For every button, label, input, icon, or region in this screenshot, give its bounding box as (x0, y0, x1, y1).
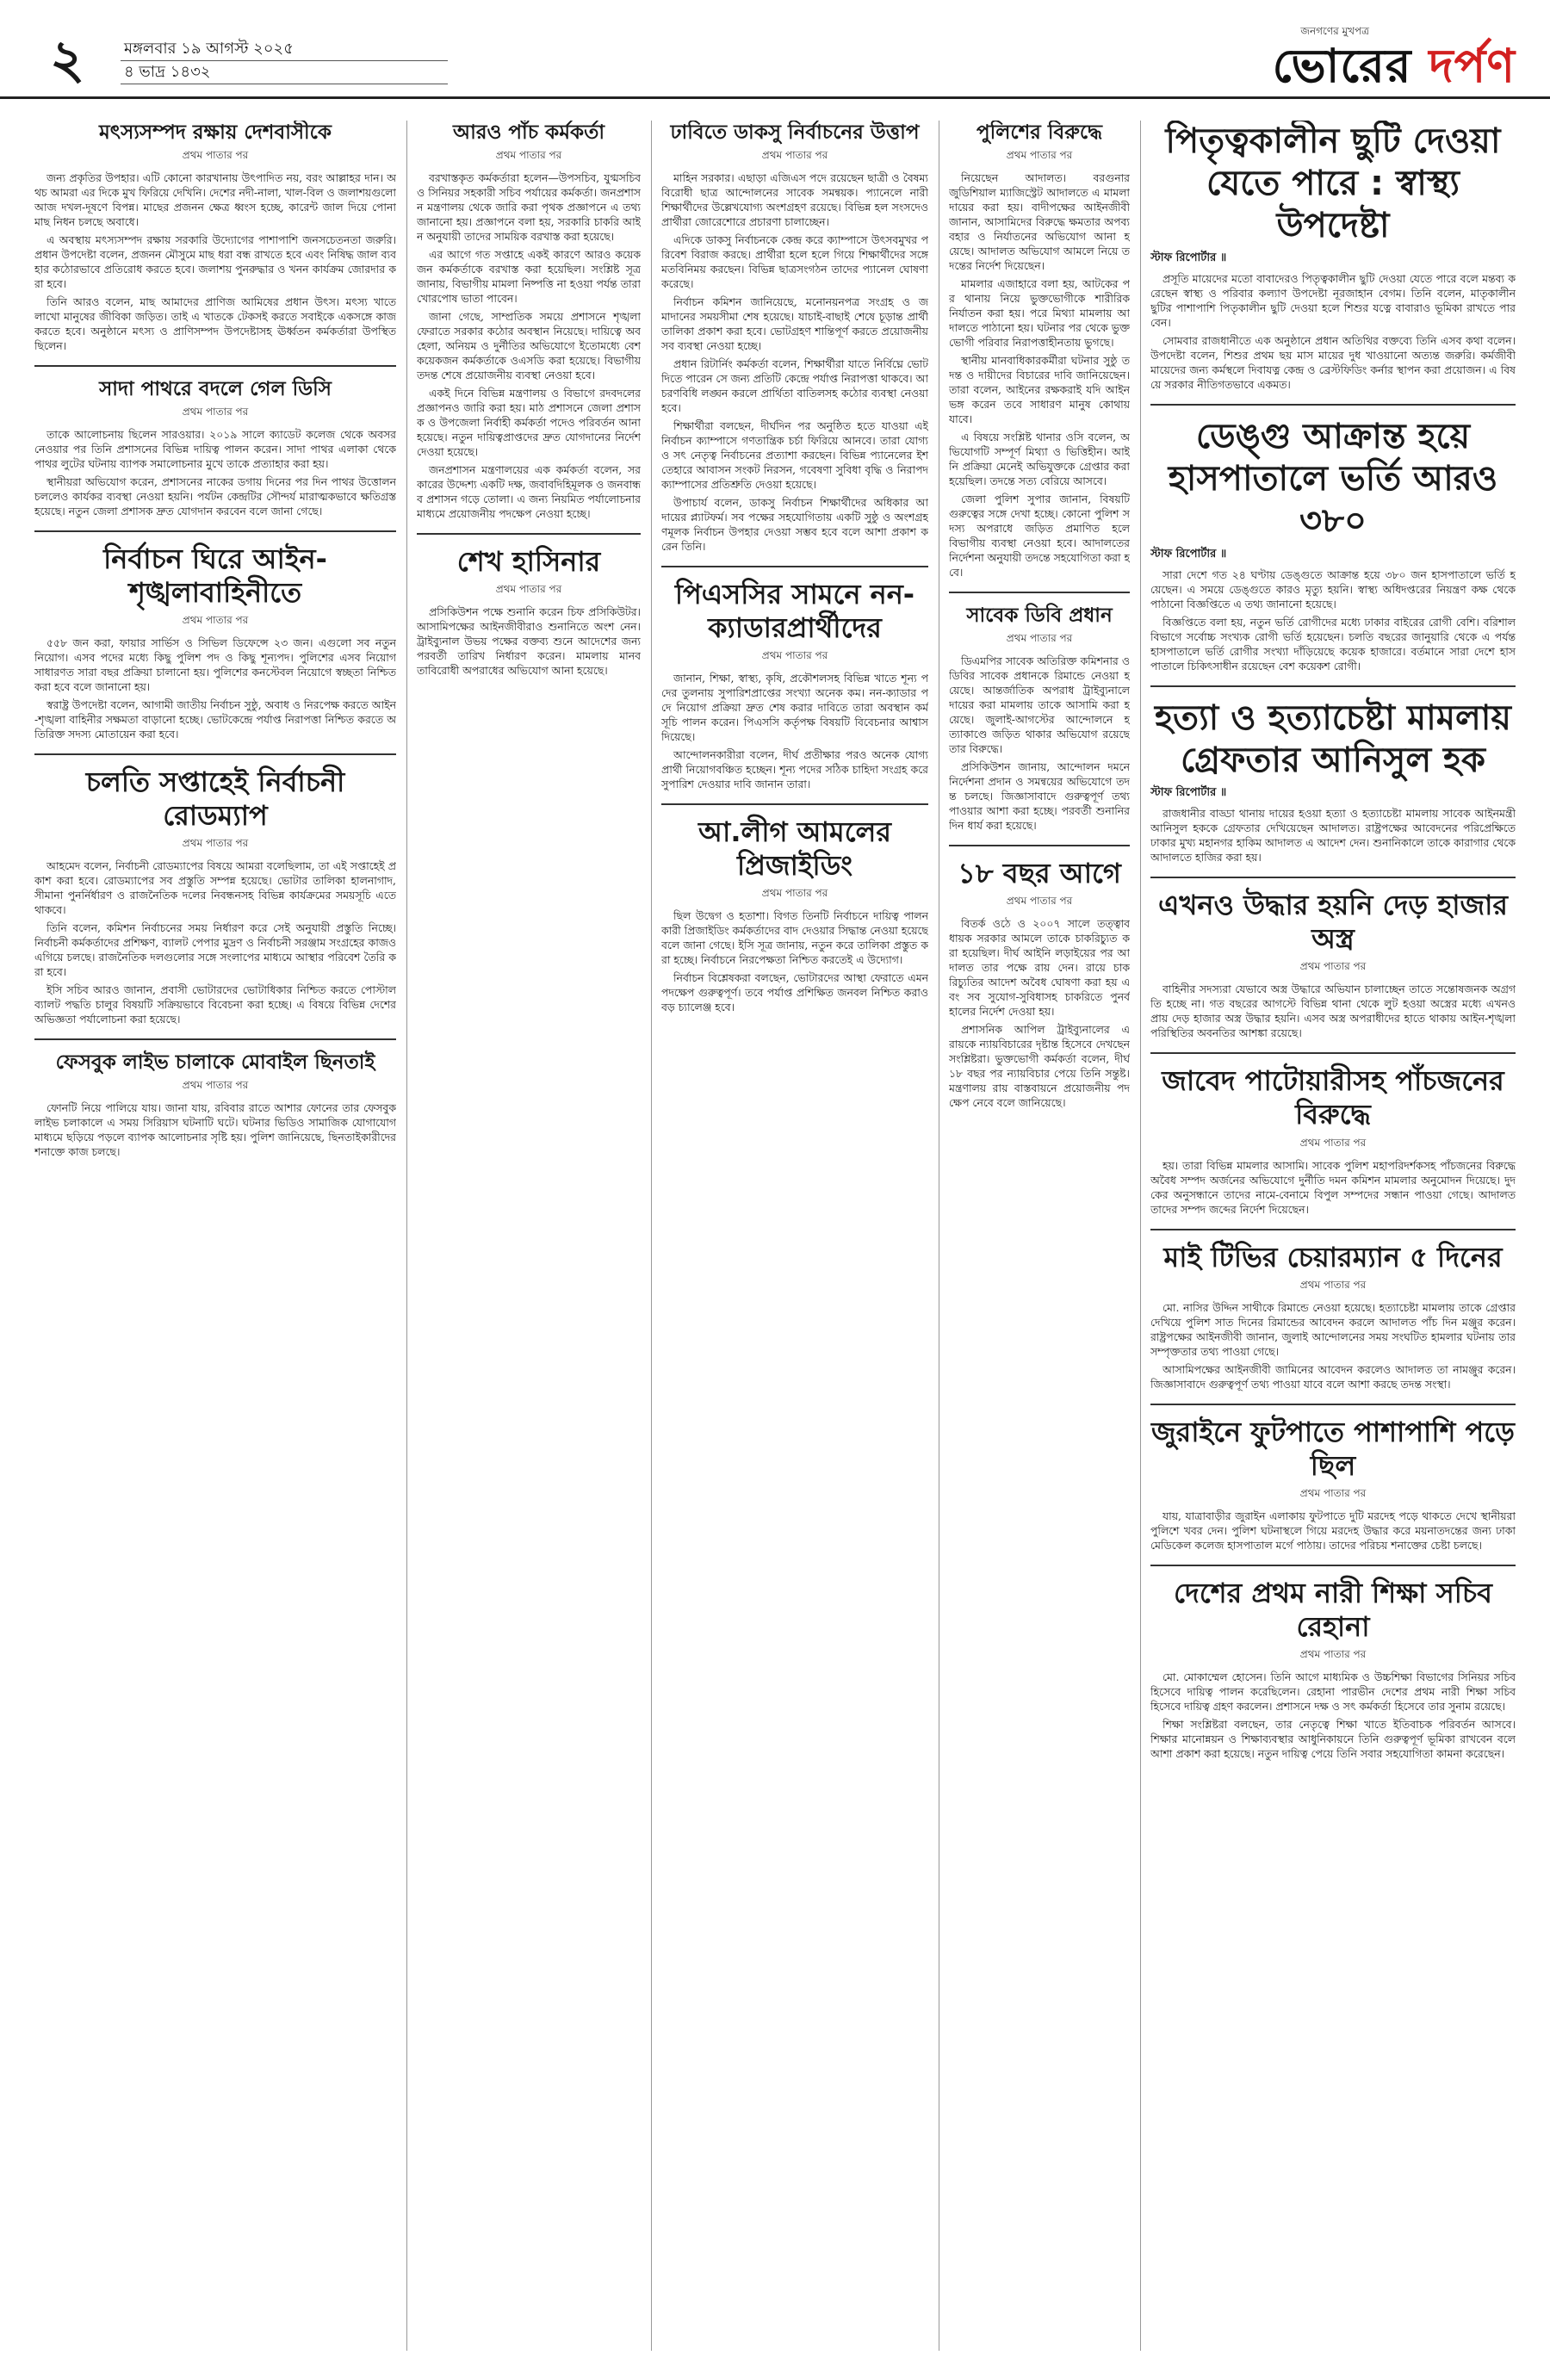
article-separator (1150, 404, 1516, 406)
article-body (949, 654, 1130, 833)
news-article (417, 121, 641, 521)
news-article (949, 857, 1130, 1110)
article-paragraph: তাকে আলোচনায় ছিলেন সারওয়ার। ২০১৯ সালে ক্যাডেট কলেজ থেকে অবসর নেওয়ার পর তিনি প্রশাসনের বিভিন্ন দায়িত্ব পালন করেন। সাদা পাথর এলাকা থেকে পাথর লুটের ঘটনায় ব্যাপক সমালোচনার মুখে তাকে প্রত্যাহার করা হয়। (34, 428, 396, 471)
news-article (34, 377, 396, 518)
article-paragraph: ফোনটি নিয়ে পালিয়ে যায়। জানা যায়, রবিবার রাতে আশার ফোনের তার ফেসবুক লাইভ চলাকালে এ সময় সিরিয়াস ঘটনাটি ঘটে। ঘটনার ভিডিও সামাজিক যোগাযোগমাধ্যমে ছড়িয়ে পড়লে ব্যাপক আলোচনার সৃষ্টি হয়। পুলিশ জানিয়েছে, ছিনতাইকারীদের শনাক্তে কাজ চলছে। (34, 1101, 396, 1159)
news-article (417, 545, 641, 678)
date-block (121, 38, 448, 84)
article-paragraph: জেলা পুলিশ সুপার জানান, বিষয়টি গুরুত্বের সঙ্গে দেখা হচ্ছে। কোনো পুলিশ সদস্য অপরাধে জড়িত প্রমাণিত হলে বিভাগীয় ব্যবস্থা নেওয়া হবে। আদালতের নির্দেশনা অনুযায়ী তদন্তে সহযোগিতা করা হবে। (949, 493, 1130, 580)
column-4 (949, 121, 1130, 2351)
continued-from-label: প্রথম পাতার পর (182, 837, 249, 850)
article-paragraph: মো. মোকাম্মেল হোসেন। তিনি আগে মাধ্যমিক ও উচ্চশিক্ষা বিভাগের সিনিয়র সচিব হিসেবে দায়িত্ব পালন করেছিলেন। রেহানা পারভীন দেশের প্রথম নারী শিক্ষা সচিব হিসেবে দায়িত্ব গ্রহণ করলেন। প্রশাসনে দক্ষ ও সৎ কর্মকর্তা হিসেবে তার সুনাম রয়েছে। (1150, 1670, 1516, 1713)
article-paragraph: জনপ্রশাসন মন্ত্রণালয়ের এক কর্মকর্তা বলেন, সরকারের উদ্দেশ্য একটি দক্ষ, জবাবদিহিমূলক ও জনবান্ধব প্রশাসন গড়ে তোলা। এ জন্য নিয়মিত পর্যালোচনার মাধ্যমে প্রয়োজনীয় পদক্ষেপ নেওয়া হচ্ছে। (417, 463, 641, 521)
article-paragraph: আসামিপক্ষের আইনজীবী জামিনের আবেদন করলেও আদালত তা নামঞ্জুর করেন। জিজ্ঞাসাবাদে গুরুত্বপূর্ণ তথ্য পাওয়া যাবে বলে আশা করছে তদন্ত সংস্থা। (1150, 1362, 1516, 1391)
news-article (34, 542, 396, 741)
date-english: মঙ্গলবার ১৯ আগস্ট ২০২৫ (121, 38, 448, 61)
continued-from-label: প্রথম পাতার পর (761, 887, 828, 900)
news-article (1150, 1241, 1516, 1391)
column-3 (661, 121, 928, 2351)
article-headline[interactable]: জুরাইনে ফুটপাতে পাশাপাশি পড়ে ছিল (1151, 1415, 1515, 1482)
article-headline[interactable]: চলতি সপ্তাহেই নির্বাচনী রোডম্যাপ (85, 765, 345, 833)
article-paragraph: নিয়েছেন আদালত। বরগুনার জুডিশিয়াল ম্যাজিস্ট্রেট আদালতে এ মামলা দায়ের করা হয়। বাদীপক্ষের আইনজীবী জানান, আসামিদের বিরুদ্ধে ক্ষমতার অপব্যবহার ও নির্যাতনের অভিযোগ আনা হয়েছে। আদালত অভিযোগ আমলে নিয়ে তদন্তের নির্দেশ দিয়েছেন। (949, 171, 1130, 273)
article-paragraph: তিনি আরও বলেন, মাছ আমাদের প্রাণিজ আমিষের প্রধান উৎস। মৎস্য খাতে লাখো মানুষের জীবিকা জড়িত। তাই এ খাতকে টেকসই করতে সবাইকে একসঙ্গে কাজ করতে হবে। অনুষ্ঠানে মৎস্য ও প্রাণিসম্পদ উপদেষ্টাসহ ঊর্ধ্বতন কর্মকর্তারা উপস্থিত ছিলেন। (34, 295, 396, 353)
article-headline[interactable]: ডেঙ্গু আক্রান্ত হয়ে হাসপাতালে ভর্তি আরও ৩৮০ (1168, 417, 1498, 541)
article-paragraph: একই দিনে বিভিন্ন মন্ত্রণালয় ও বিভাগে রদবদলের প্রজ্ঞাপনও জারি করা হয়। মাঠ প্রশাসনে জেলা প্রশাসক ও উপজেলা নির্বাহী কর্মকর্তা পদেও পরিবর্তন আনা হয়েছে। নতুন দায়িত্বপ্রাপ্তদের দ্রুত যোগদানের নির্দেশ দেওয়া হয়েছে। (417, 387, 641, 459)
article-headline[interactable]: মাই টিভির চেয়ারম্যান ৫ দিনের (1163, 1240, 1503, 1274)
article-byline: স্টাফ রিপোর্টার ॥ (1150, 786, 1227, 800)
article-body (1150, 567, 1516, 673)
article-body (1150, 806, 1516, 865)
news-article (1150, 1577, 1516, 1761)
article-byline: স্টাফ রিপোর্টার ॥ (1150, 251, 1227, 265)
article-body (949, 916, 1130, 1110)
continued-from-label: প্রথম পাতার পর (1299, 1278, 1367, 1291)
article-body (34, 635, 396, 741)
continued-from-label: প্রথম পাতার পর (761, 149, 828, 162)
article-paragraph: এ বিষয়ে সংশ্লিষ্ট থানার ওসি বলেন, অভিযোগটি সম্পূর্ণ মিথ্যা ও ভিত্তিহীন। আইনি প্রক্রিয়া মেনেই অভিযুক্তকে গ্রেপ্তার করা হয়েছিল। তদন্তে সত্য বেরিয়ে আসবে। (949, 431, 1130, 488)
news-article (661, 121, 928, 554)
article-paragraph: নির্বাচন বিশ্লেষকরা বলছেন, ভোটারদের আস্থা ফেরাতে এমন পদক্ষেপ গুরুত্বপূর্ণ। তবে পর্যাপ্ত প্রশিক্ষিত জনবল নিশ্চিত করাও বড় চ্যালেঞ্জ হবে। (661, 971, 928, 1014)
article-separator (661, 803, 928, 805)
article-body (34, 170, 396, 353)
article-body (661, 908, 928, 1014)
article-paragraph: শিক্ষা সংশ্লিষ্টরা বলছেন, তার নেতৃত্বে শিক্ষা খাতে ইতিবাচক পরিবর্তন আসবে। শিক্ষার মানোন্নয়ন ও শিক্ষাব্যবস্থার আধুনিকায়নে তিনি গুরুত্বপূর্ণ ভূমিকা রাখবেন বলে আশা প্রকাশ করা হয়েছে। নতুন দায়িত্ব পেয়ে তিনি সবার সহযোগিতা কামনা করেছেন। (1150, 1717, 1516, 1760)
article-headline[interactable]: হত্যা ও হত্যাচেষ্টা মামলায় গ্রেফতার আনিসুল হক (1155, 697, 1511, 780)
article-paragraph: এ অবস্থায় মৎস্যসম্পদ রক্ষায় সরকারি উদ্যোগের পাশাপাশি জনসচেতনতা জরুরি। প্রধান উপদেষ্টা বলেন, প্রজনন মৌসুমে মাছ ধরা বন্ধ রাখতে হবে এবং নিষিদ্ধ জাল ব্যবহার কঠোরভাবে প্রতিরোধ করতে হবে। জলাশয় পুনরুদ্ধার ও খনন কার্যক্রম জোরদার করা হবে। (34, 233, 396, 291)
article-body (1150, 982, 1516, 1040)
news-article (34, 1051, 396, 1159)
article-separator (1150, 1565, 1516, 1566)
article-paragraph: বিজ্ঞপ্তিতে বলা হয়, নতুন ভর্তি রোগীদের মধ্যে ঢাকার বাইরের রোগী বেশি। বরিশাল বিভাগে সর্বোচ্চ সংখ্যক রোগী ভর্তি হয়েছেন। চলতি বছরের জানুয়ারি থেকে এ পর্যন্ত হাসপাতালে ভর্তি রোগীর সংখ্যা দাঁড়িয়েছে কয়েক হাজারে। বর্তমানে সারা দেশে হাসপাতালে চিকিৎসাধীন রয়েছেন বেশ কয়েকশ রোগী। (1150, 615, 1516, 672)
continued-from-label: প্রথম পাতার পর (761, 649, 828, 662)
masthead (0, 0, 1550, 99)
news-article (949, 604, 1130, 833)
article-paragraph: জন্য প্রকৃতির উপহার। এটি কোনো কারখানায় উৎপাদিত নয়, বরং আল্লাহর দান। অথচ আমরা এর দিকে মুখ ফিরিয়ে দেখিনি। দেশের নদী-নালা, খাল-বিল ও জলাশয়গুলো আজ দখল-দূষণে বিপন্ন। মাছের প্রজনন ক্ষেত্র ধ্বংস হচ্ছে, কারেন্ট জাল দিয়ে পোনা মাছ নিধন চলছে অবাধে। (34, 171, 396, 229)
article-separator (1150, 1404, 1516, 1405)
article-headline[interactable]: দেশের প্রথম নারী শিক্ষা সচিব রেহানা (1174, 1576, 1492, 1643)
article-headline[interactable]: পুলিশের বিরুদ্ধে (976, 121, 1102, 144)
article-separator (34, 365, 396, 367)
article-separator (417, 533, 641, 535)
article-separator (1150, 1052, 1516, 1054)
column-divider (406, 121, 407, 2351)
article-headline[interactable]: সাবেক ডিবি প্রধান (966, 604, 1113, 628)
article-separator (34, 753, 396, 755)
article-body (417, 604, 641, 678)
news-article (34, 121, 396, 353)
article-paragraph: হয়। তারা বিভিন্ন মামলার আসামি। সাবেক পুলিশ মহাপরিদর্শকসহ পাঁচজনের বিরুদ্ধে অবৈধ সম্পদ অর্জনের অভিযোগে দুর্নীতি দমন কমিশন মামলার অনুমোদন দিয়েছে। দুদকের অনুসন্ধানে তাদের নামে-বেনামে বিপুল সম্পদের সন্ধান পাওয়া গেছে। আদালত তাদের সম্পদ জব্দের নির্দেশ দিয়েছেন। (1150, 1158, 1516, 1216)
continued-from-label: প্রথম পাতার পর (1006, 149, 1073, 162)
continued-from-label: প্রথম পাতার পর (182, 614, 249, 627)
article-body (1150, 1158, 1516, 1217)
news-article (1150, 416, 1516, 672)
article-separator (1150, 1229, 1516, 1230)
article-body (949, 170, 1130, 580)
continued-from-label: প্রথম পাতার পর (1006, 632, 1073, 645)
article-body (1150, 1509, 1516, 1553)
article-body (1150, 271, 1516, 392)
article-paragraph: নির্বাচন কমিশন জানিয়েছে, মনোনয়নপত্র সংগ্রহ ও জমাদানের সময়সীমা শেষ হয়েছে। যাচাই-বাছাই শেষে চূড়ান্ত প্রার্থী তালিকা প্রকাশ করা হবে। ভোটগ্রহণ শান্তিপূর্ণ করতে প্রয়োজনীয় সব ব্যবস্থা নেওয়া হচ্ছে। (661, 295, 928, 353)
article-separator (1150, 685, 1516, 687)
article-paragraph: বাহিনীর সদস্যরা যেভাবে অস্ত্র উদ্ধারে অভিযান চালাচ্ছেন তাতে সন্তোষজনক অগ্রগতি হচ্ছে না। গত বছরের আগস্টে বিভিন্ন থানা থেকে লুট হওয়া অস্ত্রের মধ্যে এখনও প্রায় দেড় হাজার অস্ত্র উদ্ধার হয়নি। এসব অস্ত্র অপরাধীদের হাতে থাকায় আইন-শৃঙ্খলা পরিস্থিতির অবনতির আশঙ্কা রয়েছে। (1150, 982, 1516, 1040)
page-number: ২ (50, 28, 85, 90)
logo-tagline: জনগণের মুখপত্র (1300, 25, 1369, 37)
article-body (417, 170, 641, 521)
logo-wordmark (1162, 41, 1516, 91)
article-paragraph: বিতর্ক ওঠে ও ২০০৭ সালে তত্ত্বাবধায়ক সরকার আমলে তাকে চাকরিচ্যুত করা হয়েছিল। দীর্ঘ আইনি লড়াইয়ের পর আদালত তার পক্ষে রায় দেন। রায়ে চাকরিচ্যুতির আদেশ অবৈধ ঘোষণা করা হয় এবং সব সুযোগ-সুবিধাসহ চাকরিতে পুনর্বহালের নির্দেশ দেওয়া হয়। (949, 917, 1130, 1019)
newspaper-logo (1162, 24, 1516, 91)
column-1 (34, 121, 396, 2351)
article-paragraph: আহমেদ বলেন, নির্বাচনী রোডম্যাপের বিষয়ে আমরা বলেছিলাম, তা এই সপ্তাহেই প্রকাশ করা হবে। রোডম্যাপের সব প্রস্তুতি সম্পন্ন হয়েছে। ভোটার তালিকা হালনাগাদ, সীমানা পুনর্নির্ধারণ ও রাজনৈতিক দলের নিবন্ধনসহ বিভিন্ন কার্যক্রমের সময়সূচি এতে থাকবে। (34, 859, 396, 917)
news-article (34, 765, 396, 1026)
article-paragraph: যায়, যাত্রাবাড়ীর জুরাইন এলাকায় ফুটপাতে দুটি মরদেহ পড়ে থাকতে দেখে স্থানীয়রা পুলিশে খবর দেন। পুলিশ ঘটনাস্থলে গিয়ে মরদেহ উদ্ধার করে ময়নাতদন্তের জন্য ঢাকা মেডিকেল কলেজ হাসপাতাল মর্গে পাঠায়। তাদের পরিচয় শনাক্তের চেষ্টা চলছে। (1150, 1509, 1516, 1552)
article-headline[interactable]: আ.লীগ আমলের প্রিজাইডিং (698, 815, 891, 883)
article-paragraph: স্বরাষ্ট্র উপদেষ্টা বলেন, আগামী জাতীয় নির্বাচন সুষ্ঠু, অবাধ ও নিরপেক্ষ করতে আইন-শৃঙ্খলা বাহিনীর সক্ষমতা বাড়ানো হচ্ছে। ভোটকেন্দ্রে পর্যাপ্ত নিরাপত্তা নিশ্চিত করতে অতিরিক্ত সদস্য মোতায়েন করা হবে। (34, 698, 396, 741)
column-divider (1140, 121, 1141, 2351)
column-2 (417, 121, 641, 2351)
article-paragraph: সারা দেশে গত ২৪ ঘণ্টায় ডেঙ্গুতে আক্রান্ত হয়ে ৩৮০ জন হাসপাতালে ভর্তি হয়েছেন। এ সময়ে ডেঙ্গুতে কারও মৃত্যু হয়নি। স্বাস্থ্য অধিদপ্তরের নিয়ন্ত্রণ কক্ষ থেকে পাঠানো বিজ্ঞপ্তিতে এ তথ্য জানানো হয়েছে। (1150, 567, 1516, 610)
news-article (1150, 1064, 1516, 1216)
article-separator (34, 530, 396, 532)
article-paragraph: সোমবার রাজধানীতে এক অনুষ্ঠানে প্রধান অতিথির বক্তব্যে তিনি এসব কথা বলেন। উপদেষ্টা বলেন, শিশুর প্রথম ছয় মাস মায়ের দুধ খাওয়ানো অত্যন্ত জরুরি। কর্মজীবী মায়েদের জন্য কর্মস্থলে দিবাযত্ন কেন্দ্র ও ব্রেস্টফিডিং কর্নার স্থাপন করা প্রয়োজন। এ বিষয়ে সরকার নীতিগতভাবে একমত। (1150, 334, 1516, 392)
article-paragraph: ৫৫৮ জন করা, ফায়ার সার্ভিস ও সিভিল ডিফেন্সে ২৩ জন। এগুলো সব নতুন নিয়োগ। এসব পদের মধ্যে কিছু পুলিশ পদ ও কিছু শূন্যপদ। পুলিশের এসব নিয়োগ সাধারণত সারা বছর প্রক্রিয়া চালানো হয়। পুলিশের কনস্টেবল নিয়োগে স্বচ্ছতা নিশ্চিত করা হবে বলে জানানো হয়। (34, 636, 396, 694)
column-divider (651, 121, 652, 2351)
article-paragraph: জানা গেছে, সাম্প্রতিক সময়ে প্রশাসনে শৃঙ্খলা ফেরাতে সরকার কঠোর অবস্থান নিয়েছে। দায়িত্বে অবহেলা, অনিয়ম ও দুর্নীতির অভিযোগে ইতোমধ্যে বেশ কয়েকজন কর্মকর্তাকে ওএসডি করা হয়েছে। বিভাগীয় তদন্ত শেষে প্রয়োজনীয় ব্যবস্থা নেওয়া হবে। (417, 310, 641, 382)
article-paragraph: মো. নাসির উদ্দিন সাথীকে রিমান্ডে নেওয়া হয়েছে। হত্যাচেষ্টা মামলায় তাকে গ্রেপ্তার দেখিয়ে পুলিশ সাত দিনের রিমান্ডের আবেদন করলে আদালত পাঁচ দিন মঞ্জুর করেন। রাষ্ট্রপক্ষের আইনজীবী জানান, জুলাই আন্দোলনের সময় সংঘটিত হামলার ঘটনায় তার সম্পৃক্ততার তথ্য পাওয়া গেছে। (1150, 1300, 1516, 1358)
continued-from-label: প্রথম পাতার পর (495, 583, 562, 596)
article-paragraph: প্রশাসনিক আপিল ট্রাইব্যুনালের এ রায়কে ন্যায়বিচারের দৃষ্টান্ত হিসেবে দেখছেন সংশ্লিষ্টরা। ভুক্তভোগী কর্মকর্তা বলেন, দীর্ঘ ১৮ বছর পর ন্যায়বিচার পেয়ে তিনি সন্তুষ্ট। মন্ত্রণালয় রায় বাস্তবায়নে প্রয়োজনীয় পদক্ষেপ নেবে বলে জানিয়েছে। (949, 1023, 1130, 1110)
continued-from-label: প্রথম পাতার পর (1006, 895, 1073, 908)
article-body (34, 858, 396, 1026)
news-article (661, 578, 928, 791)
article-paragraph: প্রধান রিটার্নিং কর্মকর্তা বলেন, শিক্ষার্থীরা যাতে নির্বিঘ্নে ভোট দিতে পারেন সে জন্য প্রতিটি কেন্দ্রে পর্যাপ্ত নিরাপত্তা থাকবে। আচরণবিধি লঙ্ঘন করলে প্রার্থিতা বাতিলসহ কঠোর ব্যবস্থা নেওয়া হবে। (661, 357, 928, 415)
article-paragraph: মামলার এজাহারে বলা হয়, আটকের পর থানায় নিয়ে ভুক্তভোগীকে শারীরিক নির্যাতন করা হয়। পরে মিথ্যা মামলায় আদালতে পাঠানো হয়। ঘটনার পর থেকে ভুক্তভোগী পরিবার নিরাপত্তাহীনতায় ভুগছে। (949, 277, 1130, 350)
continued-from-label: প্রথম পাতার পর (495, 149, 562, 162)
continued-from-label: প্রথম পাতার পর (182, 406, 249, 418)
article-paragraph: প্রসিকিউশন জানায়, আন্দোলন দমনে নির্দেশনা প্রদান ও সমন্বয়ের অভিযোগে তদন্ত চলছে। জিজ্ঞাসাবাদে গুরুত্বপূর্ণ তথ্য পাওয়ার আশা করা হচ্ছে। পরবর্তী শুনানির দিন ধার্য করা হয়েছে। (949, 760, 1130, 833)
article-body (34, 1100, 396, 1159)
news-article (1150, 697, 1516, 865)
article-paragraph: শিক্ষার্থীরা বলছেন, দীর্ঘদিন পর অনুষ্ঠিত হতে যাওয়া এই নির্বাচন ক্যাম্পাসে গণতান্ত্রিক চর্চা ফিরিয়ে আনবে। তারা যোগ্য ও সৎ নেতৃত্ব নির্বাচনের প্রত্যাশা করছেন। বিভিন্ন প্যানেলের ইশতেহারে আবাসন সংকট নিরসন, গবেষণা সুবিধা বৃদ্ধি ও নিরাপদ ক্যাম্পাসের প্রতিশ্রুতি দেওয়া হয়েছে। (661, 419, 928, 492)
news-article (1150, 121, 1516, 392)
article-separator (34, 1038, 396, 1040)
article-headline[interactable]: মৎস্যসম্পদ রক্ষায় দেশবাসীকে (99, 121, 332, 144)
article-body (34, 427, 396, 518)
article-body (661, 170, 928, 554)
continued-from-label: প্রথম পাতার পর (1299, 1647, 1367, 1660)
article-paragraph: আন্দোলনকারীরা বলেন, দীর্ঘ প্রতীক্ষার পরও অনেক যোগ্য প্রার্থী নিয়োগবঞ্চিত হচ্ছেন। শূন্য পদের সঠিক চাহিদা সংগ্রহ করে সুপারিশ দেওয়ার দাবি জানান তারা। (661, 748, 928, 791)
article-paragraph: রাজধানীর বাড্ডা থানায় দায়ের হওয়া হত্যা ও হত্যাচেষ্টা মামলায় সাবেক আইনমন্ত্রী আনিসুল হককে গ্রেফতার দেখিয়েছেন আদালত। রাষ্ট্রপক্ষের আবেদনের পরিপ্রেক্ষিতে ঢাকার মুখ্য মহানগর হাকিম আদালত এ আদেশ দেন। শুনানিকালে তাকে কারাগার থেকে আদালতে হাজির করা হয়। (1150, 807, 1516, 865)
article-headline[interactable]: সাদা পাথরে বদলে গেল ডিসি (99, 378, 332, 401)
article-paragraph: তিনি বলেন, কমিশন নির্বাচনের সময় নির্ধারণ করে সেই অনুযায়ী প্রস্তুতি নিচ্ছে। নির্বাচনী কর্মকর্তাদের প্রশিক্ষণ, ব্যালট পেপার মুদ্রণ ও নির্বাচনী সরঞ্জাম সংগ্রহের কাজও এগিয়ে চলছে। রাজনৈতিক দলগুলোর সঙ্গে সংলাপের মাধ্যমে আস্থার পরিবেশ তৈরি করা হবে। (34, 921, 396, 979)
date-bangla: ৪ ভাদ্র ১৪৩২ (121, 61, 448, 84)
article-separator (661, 566, 928, 567)
article-paragraph: এদিকে ডাকসু নির্বাচনকে কেন্দ্র করে ক্যাম্পাসে উৎসবমুখর পরিবেশ বিরাজ করছে। প্রার্থীরা হলে হলে গিয়ে শিক্ষার্থীদের সঙ্গে মতবিনিময় করছেন। বিভিন্ন ছাত্রসংগঠন তাদের প্যানেল ঘোষণা করেছে। (661, 233, 928, 291)
article-headline[interactable]: নির্বাচন ঘিরে আইন-শৃঙ্খলাবাহিনীতে (103, 542, 327, 610)
continued-from-label: প্রথম পাতার পর (1299, 1136, 1367, 1149)
article-body (1150, 1670, 1516, 1761)
continued-from-label: প্রথম পাতার পর (1299, 960, 1367, 973)
news-article (661, 815, 928, 1014)
continued-from-label: প্রথম পাতার পর (182, 1079, 249, 1092)
article-headline[interactable]: পিএসসির সামনে নন-ক্যাডারপ্রার্থীদের (674, 578, 915, 645)
article-headline[interactable]: জাবেদ পাটোয়ারীসহ পাঁচজনের বিরুদ্ধে (1162, 1064, 1504, 1131)
news-article (1150, 889, 1516, 1040)
article-separator (949, 845, 1130, 846)
article-headline[interactable]: পিতৃত্বকালীন ছুটি দেওয়া যেতে পারে : স্বাস্থ্য উপদেষ্টা (1165, 121, 1501, 245)
article-paragraph: বরখাস্তকৃত কর্মকর্তারা হলেন—উপসচিব, যুগ্মসচিব ও সিনিয়র সহকারী সচিব পর্যায়ের কর্মকর্তা। জনপ্রশাসন মন্ত্রণালয় থেকে জারি করা পৃথক প্রজ্ঞাপনে এ তথ্য জানানো হয়। প্রজ্ঞাপনে বলা হয়, সরকারি চাকরি আইন অনুযায়ী তাদের সাময়িক বরখাস্ত করা হয়েছে। (417, 171, 641, 244)
logo-part-2: দর্পণ (1429, 39, 1516, 93)
news-article (949, 121, 1130, 580)
article-separator (949, 592, 1130, 593)
article-paragraph: প্রসূতি মায়েদের মতো বাবাদেরও পিতৃত্বকালীন ছুটি দেওয়া যেতে পারে বলে মন্তব্য করেছেন স্বাস্থ্য ও পরিবার কল্যাণ উপদেষ্টা নূরজাহান বেগম। তিনি বলেন, মাতৃকালীন ছুটির পাশাপাশি পিতৃকালীন ছুটি দেওয়া হলে শিশুর যত্নে বাবারাও ভূমিকা রাখতে পারবেন। (1150, 272, 1516, 330)
article-headline[interactable]: ফেসবুক লাইভ চালাকে মোবাইল ছিনতাই (55, 1051, 375, 1075)
article-paragraph: উপাচার্য বলেন, ডাকসু নির্বাচন শিক্ষার্থীদের অধিকার আদায়ের প্ল্যাটফর্ম। সব পক্ষের সহযোগিতায় একটি সুষ্ঠু ও অংশগ্রহণমূলক নির্বাচন উপহার দেওয়া সম্ভব হবে বলে আশা প্রকাশ করেন তিনি। (661, 496, 928, 554)
article-paragraph: জানান, শিক্ষা, স্বাস্থ্য, কৃষি, প্রকৌশলসহ বিভিন্ন খাতে শূন্য পদের তুলনায় সুপারিশপ্রাপ্তের সংখ্যা অনেক কম। নন-ক্যাডার পদে নিয়োগ প্রক্রিয়া দ্রুত শেষ করার দাবিতে তারা অবস্থান কর্মসূচি পালন করেন। পিএসসি কর্তৃপক্ষ বিষয়টি বিবেচনার আশ্বাস দিয়েছে। (661, 672, 928, 744)
article-paragraph: প্রসিকিউশন পক্ষে শুনানি করেন চিফ প্রসিকিউটর। আসামিপক্ষের আইনজীবীরাও শুনানিতে অংশ নেন। ট্রাইব্যুনাল উভয় পক্ষের বক্তব্য শুনে আদেশের জন্য পরবর্তী তারিখ নির্ধারণ করেন। মামলায় মানবতাবিরোধী অপরাধের অভিযোগ আনা হয়েছে। (417, 605, 641, 678)
article-body (661, 671, 928, 791)
article-headline[interactable]: এখনও উদ্ধার হয়নি দেড় হাজার অস্ত্র (1157, 889, 1508, 956)
article-paragraph: স্থানীয়রা অভিযোগ করেন, প্রশাসনের নাকের ডগায় দিনের পর দিন পাথর উত্তোলন চললেও কার্যকর ব্যবস্থা নেওয়া হয়নি। পর্যটন কেন্দ্রটির সৌন্দর্য মারাত্মকভাবে ক্ষতিগ্রস্ত হয়েছে। নতুন জেলা প্রশাসক দ্রুত যোগদান করবেন বলে জানা গেছে। (34, 475, 396, 518)
continued-from-label: প্রথম পাতার পর (1299, 1486, 1367, 1499)
article-paragraph: এর আগে গত সপ্তাহে একই কারণে আরও কয়েকজন কর্মকর্তাকে বরখাস্ত করা হয়েছিল। সংশ্লিষ্ট সূত্র জানায়, বিভাগীয় মামলা নিষ্পত্তি না হওয়া পর্যন্ত তারা খোরপোষ ভাতা পাবেন। (417, 248, 641, 306)
article-paragraph: মাহিন সরকার। এছাড়া এজিএস পদে রয়েছেন ছাত্রী ও বৈষম্যবিরোধী ছাত্র আন্দোলনের সাবেক সমন্বয়ক। প্যানেলে নারী শিক্ষার্থীদের উল্লেখযোগ্য অংশগ্রহণ রয়েছে। বিভিন্ন হল সংসদেও প্রার্থীরা জোরেশোরে প্রচারণা চালাচ্ছেন। (661, 171, 928, 229)
article-byline: স্টাফ রিপোর্টার ॥ (1150, 547, 1227, 561)
article-paragraph: স্থানীয় মানবাধিকারকর্মীরা ঘটনার সুষ্ঠু তদন্ত ও দায়ীদের বিচারের দাবি জানিয়েছেন। তারা বলেন, আইনের রক্ষকরাই যদি আইন ভঙ্গ করেন তবে সাধারণ মানুষ কোথায় যাবে। (949, 354, 1130, 426)
news-article (1150, 1416, 1516, 1553)
article-headline[interactable]: শেখ হাসিনার (456, 545, 601, 579)
article-paragraph: ছিল উদ্বেগ ও হতাশা। বিগত তিনটি নির্বাচনে দায়িত্ব পালনকারী প্রিজাইডিং কর্মকর্তাদের বাদ দেওয়ার সিদ্ধান্ত নেওয়া হয়েছে বলে জানা গেছে। ইসি সূত্র জানায়, নতুন করে তালিকা প্রস্তুত করা হচ্ছে। নির্বাচনে নিরপেক্ষতা নিশ্চিত করতেই এ উদ্যোগ। (661, 909, 928, 967)
logo-part-1: ভোরের (1272, 39, 1429, 93)
article-headline[interactable]: ঢাবিতে ডাকসু নির্বাচনের উত্তাপ (670, 121, 920, 144)
column-5 (1150, 121, 1516, 2351)
article-body (1150, 1300, 1516, 1391)
article-paragraph: ইসি সচিব আরও জানান, প্রবাসী ভোটারদের ভোটাধিকার নিশ্চিত করতে পোস্টাল ব্যালট পদ্ধতি চালুর বিষয়টি সক্রিয়ভাবে বিবেচনা করা হচ্ছে। এ বিষয়ে বিভিন্ন দেশের অভিজ্ঞতা পর্যালোচনা করা হয়েছে। (34, 983, 396, 1026)
article-headline[interactable]: আরও পাঁচ কর্মকর্তা (453, 121, 604, 144)
continued-from-label: প্রথম পাতার পর (182, 149, 249, 162)
article-separator (1150, 877, 1516, 878)
article-paragraph: ডিএমপির সাবেক অতিরিক্ত কমিশনার ও ডিবির সাবেক প্রধানকে রিমান্ডে নেওয়া হয়েছে। আন্তর্জাতিক অপরাধ ট্রাইব্যুনালে দায়ের করা মামলায় তাকে আসামি করা হয়েছে। জুলাই-আগস্টের আন্দোলনে হত্যাকাণ্ডে জড়িত থাকার অভিযোগ রয়েছে তার বিরুদ্ধে। (949, 654, 1130, 756)
article-headline[interactable]: ১৮ বছর আগে (958, 857, 1121, 890)
